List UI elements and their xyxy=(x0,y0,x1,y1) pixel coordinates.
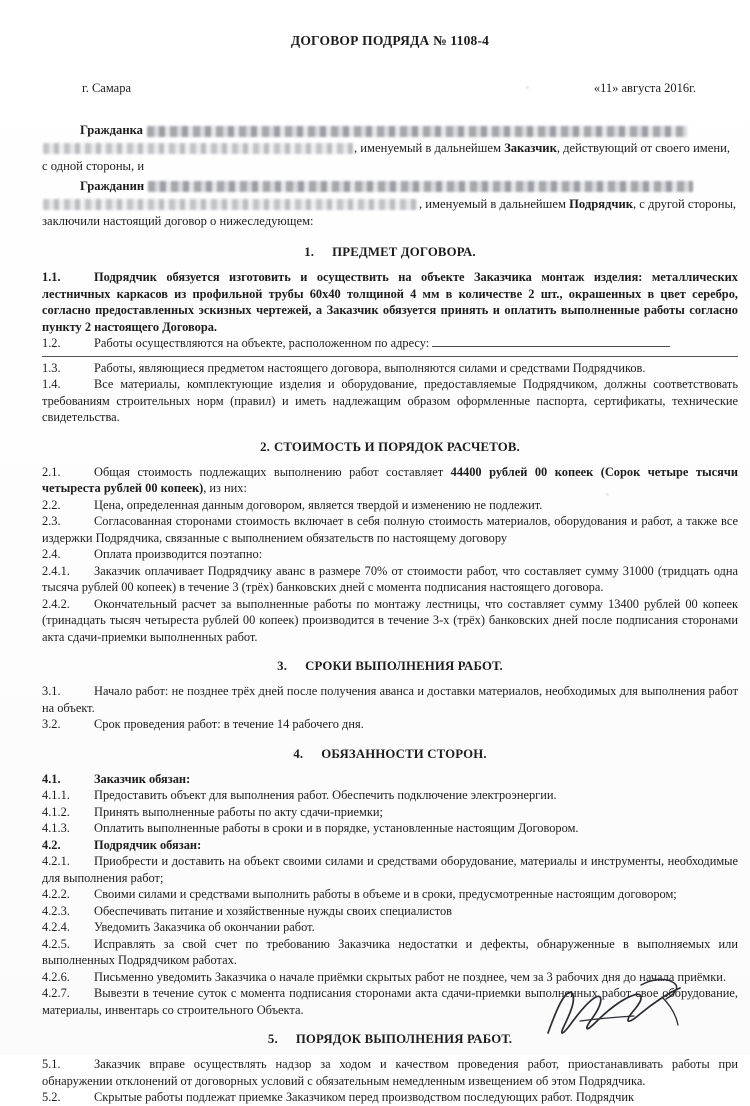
clause-text: Заказчик обязан: xyxy=(94,771,191,786)
section-title: СРОКИ ВЫПОЛНЕНИЯ РАБОТ. xyxy=(305,659,503,674)
parties-preamble xyxy=(42,122,738,231)
clause-number: 4.2.6. xyxy=(42,969,70,984)
redacted-customer-details xyxy=(147,126,687,137)
clause-text: Работы осуществляются на объекте, расположенном по адресу: xyxy=(94,336,430,351)
clause-text: Окончательный расчет за выполненные работы по монтажу лестницы, что составляет сумму 13400 рублей 00 копеек (тринадцать тысяч четыреста рублей 00 копеек) производится в течение 3-х (трёх) банковских дней после подписания сторонами акта сдачи-приемки выполненных работ. xyxy=(42,596,738,644)
clause-text: Заказчик вправе осуществлять надзор за ходом и качеством проведения работ, приостанавливать работы при обнаружении отклонений от договорных условий с обязательным немедленным извещением об этом Подрядчика. xyxy=(42,1057,738,1088)
clause-text: Согласованная сторонами стоимость включает в себя полную стоимость материалов, оборудования и работ, а также все издержки Подрядчика, связанные с выполнением обязательств по настоящему договору xyxy=(42,514,738,545)
clause-number: 2.1. xyxy=(42,464,61,479)
clause-text: Оплатить выполненные работы в сроки и в порядке, установленные настоящим Договором. xyxy=(94,821,579,836)
contractor-role: Подрядчик xyxy=(569,196,633,211)
clause-text: Все материалы, комплектующие изделия и оборудование, предоставляемые Подрядчиком, должны соответствовать требованиям строительных норм (правил) и иметь надлежащим образом оформленные паспорта, сертификаты, технические свидетельства. xyxy=(42,377,738,425)
clause-text: Заказчик оплачивает Подрядчику аванс в размере 70% от стоимости работ, что составляет сумму 31000 (тридцать одна тысяча рублей 00 копеек) в течение 3 (трёх) банковских дней с момента подписания настоящего договора. xyxy=(42,563,738,595)
section-number: 2. xyxy=(260,439,270,454)
section-heading xyxy=(42,440,738,455)
section-heading xyxy=(42,659,738,674)
clause xyxy=(42,903,738,920)
clause-text-tail: , из них: xyxy=(203,481,247,496)
redacted-contractor-details-2 xyxy=(43,199,418,210)
clause-number: 2.4. xyxy=(42,547,61,562)
clause xyxy=(42,360,738,377)
clause-text: Своими силами и средствами выполнить работы в объеме и в сроки, предусмотренные настоящим договором; xyxy=(94,887,677,902)
customer-party-line xyxy=(42,122,738,176)
clause-number: 2.2. xyxy=(42,497,61,512)
address-blank-field[interactable] xyxy=(432,335,670,347)
date-label: «11» августа 2016г. xyxy=(593,81,696,95)
clause-number: 1.4. xyxy=(42,377,61,392)
clause-text: Исправлять за свой счет по требованию Заказчика недостатки и дефекты, обнаруженные в выполняемых или выполненных Подрядчиком работах. xyxy=(42,936,738,968)
clause xyxy=(42,563,738,596)
contractor-party-line xyxy=(42,178,738,232)
section-number: 1. xyxy=(304,245,315,260)
customer-label: Гражданка xyxy=(80,123,143,137)
clause xyxy=(42,1056,738,1089)
clause-number: 2.3. xyxy=(42,514,61,529)
section-title: СТОИМОСТЬ И ПОРЯДОК РАСЧЕТОВ. xyxy=(274,439,520,454)
clause-number: 2.4.2. xyxy=(42,596,70,611)
clause-number: 3.1. xyxy=(42,684,61,699)
clause-number: 4.2.7. xyxy=(42,986,70,1001)
clause xyxy=(42,546,738,563)
clause-text: Уведомить Заказчика об окончании работ. xyxy=(94,920,315,935)
clause-text: Предоставить объект для выполнения работ. Обеспечить подключение электроэнергии. xyxy=(94,788,557,803)
redacted-customer-details-2 xyxy=(43,143,353,154)
clause xyxy=(42,269,738,335)
section-number: 3. xyxy=(277,659,288,674)
contractor-label: Гражданин xyxy=(80,178,145,193)
clause xyxy=(42,1089,738,1106)
clause-number: 3.2. xyxy=(42,717,61,732)
clause xyxy=(42,804,738,821)
clause xyxy=(42,969,738,986)
clause xyxy=(42,497,738,514)
clause-number: 1.3. xyxy=(42,360,61,375)
clause xyxy=(42,513,738,546)
clause xyxy=(42,837,738,854)
section-heading xyxy=(42,245,738,260)
clause xyxy=(42,716,738,733)
clause-number: 1.1. xyxy=(42,270,61,285)
contractor-after: , с другой стороны, заключили настоящий договор о нижеследующем: xyxy=(42,196,737,229)
section-title: ПОРЯДОК ВЫПОЛНЕНИЯ РАБОТ. xyxy=(295,1032,513,1047)
customer-tail: , именуемый в дальнейшем xyxy=(354,140,505,155)
customer-role: Заказчик xyxy=(504,140,557,155)
clause-number: 4.1. xyxy=(42,771,61,786)
clause-text: Начало работ: не позднее трёх дней после получения аванса и доставки материалов, необходимых для выполнения работ на объект. xyxy=(42,684,738,715)
customer-after: , действующий от своего имени, с одной стороны, и xyxy=(42,140,730,173)
clause-number: 4.2.5. xyxy=(42,936,70,951)
clause xyxy=(42,936,738,969)
clause-text: Общая стоимость подлежащих выполнению работ составляет xyxy=(94,464,451,479)
clause-number: 1.2. xyxy=(42,336,61,351)
clause xyxy=(42,886,738,903)
section-number: 5. xyxy=(267,1032,278,1047)
clause-text: Обеспечивать питание и хозяйственные нужды своих специалистов xyxy=(94,903,452,918)
clause xyxy=(42,683,738,716)
clause-number: 4.1.3. xyxy=(42,821,70,836)
clause-number: 5.2. xyxy=(42,1090,61,1105)
clause-text: Приобрести и доставить на объект своими силами и средствами оборудование, материалы и инструменты, необходимые для выполнения работ; xyxy=(42,854,738,885)
section-number: 4. xyxy=(293,746,304,761)
clause xyxy=(42,464,738,497)
clause-text: Принять выполненные работы по акту сдачи-приемки; xyxy=(94,804,383,819)
clause-text: Срок проведения работ: в течение 14 рабочего дня. xyxy=(94,717,364,732)
city-label: г. Самара xyxy=(82,81,132,95)
document-meta xyxy=(42,81,738,96)
clause xyxy=(42,787,738,804)
clause-text: Письменно уведомить Заказчика о начале приёмки скрытых работ не позднее, чем за 3 рабочих дня до начала приёмки. xyxy=(94,969,726,984)
address-blank-rule xyxy=(42,356,738,357)
page-title: ДОГОВОР ПОДРЯДА № 1108-4 xyxy=(290,33,490,48)
clause xyxy=(42,596,738,646)
clause xyxy=(42,376,738,426)
contractor-tail: , именуемый в дальнейшем xyxy=(419,196,570,211)
clause-text: Цена, определенная данным договором, является твердой и изменению не подлежит. xyxy=(94,497,543,512)
clause-number: 4.2.3. xyxy=(42,903,70,918)
section-heading xyxy=(42,747,738,762)
clause-text: Оплата производится поэтапно: xyxy=(94,547,263,562)
clause-text: Работы, являющиеся предметом настоящего договора, выполняются силами и средствами Подрядчиков. xyxy=(94,360,646,375)
clause-number: 4.2.4. xyxy=(42,920,70,935)
section-heading xyxy=(42,1032,738,1047)
clause-text: Подрядчик обязуется изготовить и осуществить на объекте Заказчика монтаж изделия: металлических лестничных каркасов из профильной трубы 60х40 толщиной 4 мм в количестве 2 шт., окрашенных в цвет серебро, согласно предоставленных эскизных чертежей, а Заказчик обязуется принять и оплатить выполненные работы согласно пункту 2 настоящего Договора. xyxy=(42,270,738,334)
contract-sections xyxy=(42,245,738,1106)
section-title: ПРЕДМЕТ ДОГОВОРА. xyxy=(332,245,476,260)
clause-number: 4.2.2. xyxy=(42,887,70,902)
document-body xyxy=(42,0,738,1106)
clause xyxy=(42,985,738,1018)
clause xyxy=(42,820,738,837)
clause-number: 4.2. xyxy=(42,837,61,852)
clause-number: 4.2.1. xyxy=(42,854,70,869)
clause-text: Скрытые работы подлежат приемке Заказчиком перед производством последующих работ. Подрядчик xyxy=(94,1090,635,1105)
clause-amount: 44400 рублей 00 копеек (Сорок четыре тысячи четыреста рублей 00 копеек) xyxy=(42,464,738,496)
clause-number: 4.1.2. xyxy=(42,804,70,819)
clause-number: 4.1.1. xyxy=(42,788,70,803)
clause xyxy=(42,335,738,352)
clause-number: 2.4.1. xyxy=(42,563,70,578)
clause-text: Подрядчик обязан: xyxy=(94,837,202,852)
clause-text: Вывезти в течение суток с момента подписания сторонами акта сдачи-приемки выполненных работ свое оборудование, материалы, инвентарь со строительного Объекта. xyxy=(42,986,738,1017)
clause xyxy=(42,771,738,788)
clause xyxy=(42,919,738,936)
redacted-contractor-details xyxy=(148,181,693,192)
section-title: ОБЯЗАННОСТИ СТОРОН. xyxy=(321,746,487,761)
clause xyxy=(42,853,738,886)
clause-number: 5.1. xyxy=(42,1057,61,1072)
